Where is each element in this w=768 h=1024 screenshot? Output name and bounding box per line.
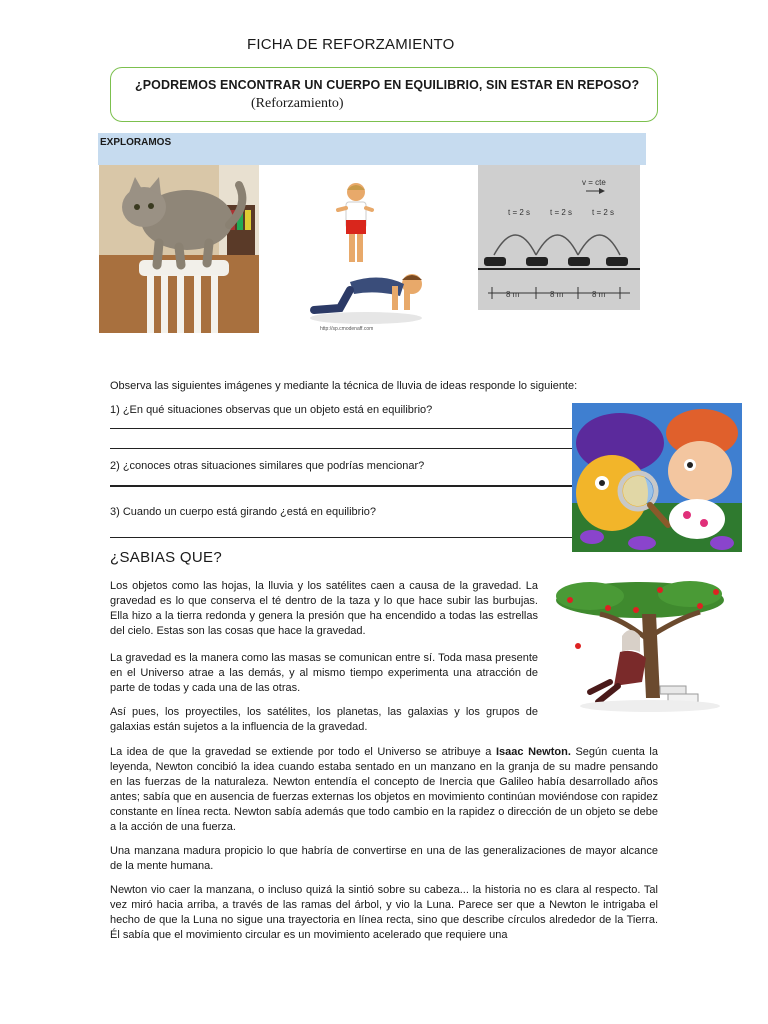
question-sub: (Reforzamiento) [251, 96, 344, 111]
question-3: 3) Cuando un cuerpo está girando ¿está en equilibrio? [110, 506, 377, 518]
newton-apple-tree-image [550, 578, 728, 718]
paragraph: Newton vio caer la manzana, o incluso quizá la sintió sobre su cabeza... la historia no es clara al respecto. Tal vez miró hacia arriba, a través de las ramas del árbol, y vio la Luna. Parece ser que a Newton le intrigaba el hecho de que la Luna no sigue una trayectoria en línea recta, sino que describe círculos alrededor de la Tierra. Él sabía que el movimiento circular es un movimiento acelerado que requiere una [110, 884, 658, 941]
sheet-title: FICHA DE REFORZAMIENTO [247, 36, 455, 53]
explore-label: EXPLORAMOS [100, 137, 172, 148]
distance-label-2: 8 m [550, 290, 564, 299]
did-you-know-heading: ¿SABIAS QUE? [110, 549, 222, 566]
cartoon-magnifier-image [572, 403, 742, 552]
question-main: ¿PODREMOS ENCONTRAR UN CUERPO EN EQUILIBRIO, SIN ESTAR EN REPOSO? [135, 78, 640, 92]
paragraph: Una manzana madura propicio lo que habría de convertirse en una de las generalizaciones de mayor alcance de la mente humana. [110, 845, 658, 872]
distance-label-3: 8 m [592, 290, 606, 299]
cat-illustration [99, 165, 259, 333]
time-label-3: t = 2 s [592, 208, 615, 217]
kids-balancing-image [300, 180, 440, 332]
paragraph [110, 745, 658, 835]
time-label-1: t = 2 s [508, 208, 531, 217]
kids-illustration [300, 180, 440, 332]
cat-on-chair-image [99, 165, 259, 333]
paragraph: Así pues, los proyectiles, los satélites, los planetas, las galaxias y los grupos de galaxias están sujetos a la influencia de la gravedad. [110, 706, 538, 733]
instructions-text: Observa las siguientes imágenes y mediante la técnica de lluvia de ideas responde lo siguiente: [110, 380, 578, 392]
question-box [110, 67, 658, 122]
paragraph-text: La idea de que la gravedad se extiende por todo el Universo se atribuye a [110, 746, 496, 758]
answer-line [110, 428, 572, 429]
paragraph: Los objetos como las hojas, la lluvia y los satélites caen a causa de la gravedad. La gravedad es lo que conserva el té dentro de la taza y lo que hace subir las burbujas. Ella hizo a la tierra redonda y genera la presión que ha encendido a todas las estrellas del cielo. Estas son las cosas que hace la gravedad. [110, 580, 538, 637]
kids-caption: http://sp.cmodenaff.com [320, 326, 374, 332]
question-2: 2) ¿conoces otras situaciones similares que podrías mencionar? [110, 460, 425, 472]
explore-band [98, 133, 646, 165]
newton-illustration [550, 578, 728, 718]
paragraph-text: Según cuenta la leyenda, Newton concibió la idea cuando estaba sentado en un manzano en la granja de su madre pensando en las fuerzas de la naturaleza. Newton entendía el concepto de Inercia que Galileo había desarrollado años antes; sabía que en ausencia de fuerzas externas los objetos en movimiento continúan moviéndose con rapidez constante en línea recta. Newton sabía además que todo cambio en la rapidez o dirección de un objeto se debe a la acción de una fuerza. [110, 746, 658, 833]
question-1: 1) ¿En qué situaciones observas que un objeto está en equilibrio? [110, 404, 433, 416]
paragraph: La gravedad es la manera como las masas se comunican entre sí. Toda masa presente en el Universo atrae a las demás, y al mismo tiempo experimenta una atracción de parte de todas y cada una de las otras. [110, 652, 538, 694]
velocity-label: v = cte [582, 178, 606, 187]
uniform-motion-diagram [478, 165, 640, 310]
cartoon-illustration [572, 403, 742, 552]
newton-name: Isaac Newton. [496, 746, 571, 758]
answer-line [110, 537, 572, 538]
time-label-2: t = 2 s [550, 208, 573, 217]
motion-illustration [478, 165, 640, 310]
distance-label-1: 8 m [506, 290, 520, 299]
answer-line [110, 448, 572, 449]
answer-line [110, 485, 572, 487]
